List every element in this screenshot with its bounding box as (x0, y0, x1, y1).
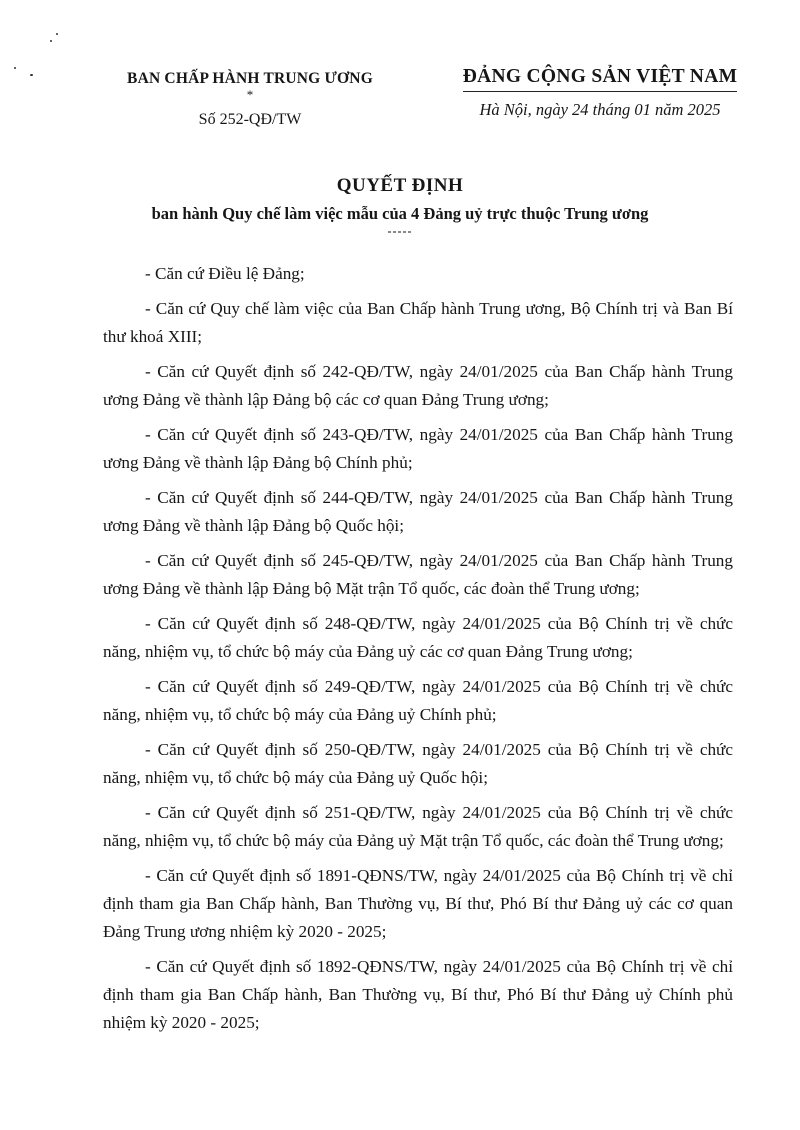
basis-paragraph: - Căn cứ Quyết định số 245-QĐ/TW, ngày 24/01/2025 của Ban Chấp hành Trung ương Đảng về thành lập Đảng bộ Mặt trận Tổ quốc, các đoàn thể Trung ương; (103, 551, 733, 598)
basis-paragraph: - Căn cứ Quyết định số 251-QĐ/TW, ngày 24/01/2025 của Bộ Chính trị về chức năng, nhiệm vụ, tổ chức bộ máy của Đảng uỷ Mặt trận Tổ quốc, các đoàn thể Trung ương; (103, 803, 733, 850)
party-name: ĐẢNG CỘNG SẢN VIỆT NAM (463, 66, 738, 92)
document-subtitle: ban hành Quy chế làm việc mẫu của 4 Đảng uỷ trực thuộc Trung ương (151, 204, 649, 223)
basis-paragraph: - Căn cứ Quyết định số 244-QĐ/TW, ngày 24/01/2025 của Ban Chấp hành Trung ương Đảng về thành lập Đảng bộ Quốc hội; (103, 488, 733, 535)
basis-paragraph: - Căn cứ Quyết định số 1891-QĐNS/TW, ngày 24/01/2025 của Bộ Chính trị về chỉ định tham gia Ban Chấp hành, Ban Thường vụ, Bí thư, Phó Bí thư Đảng uỷ các cơ quan Đảng Trung ương nhiệm kỳ 2020 - 2025; (103, 866, 733, 941)
document-number: Số 252-QĐ/TW (198, 111, 302, 128)
basis-paragraph: - Căn cứ Quyết định số 243-QĐ/TW, ngày 24/01/2025 của Ban Chấp hành Trung ương Đảng về thành lập Đảng bộ Chính phủ; (103, 425, 733, 472)
scan-speck (56, 33, 58, 35)
issuing-organization: BAN CHẤP HÀNH TRUNG ƯƠNG (127, 70, 373, 87)
place-and-date: Hà Nội, ngày 24 tháng 01 năm 2025 (479, 100, 721, 119)
basis-paragraph: - Căn cứ Quyết định số 250-QĐ/TW, ngày 24/01/2025 của Bộ Chính trị về chức năng, nhiệm vụ, tổ chức bộ máy của Đảng uỷ Quốc hội; (103, 740, 733, 787)
title-block (60, 175, 740, 236)
header-right (450, 66, 750, 120)
header-left (95, 70, 405, 129)
document-body (103, 260, 733, 1044)
scan-speck (30, 74, 33, 76)
document-title: QUYẾT ĐỊNH (336, 175, 464, 196)
basis-paragraph: - Căn cứ Điều lệ Đảng; (145, 264, 305, 283)
star-mark: * (246, 87, 254, 102)
scan-speck (14, 67, 16, 69)
scan-speck (50, 40, 52, 42)
basis-paragraph: - Căn cứ Quyết định số 1892-QĐNS/TW, ngày 24/01/2025 của Bộ Chính trị về chỉ định tham gia Ban Chấp hành, Ban Thường vụ, Bí thư, Phó Bí thư Đảng uỷ Chính phủ nhiệm kỳ 2020 - 2025; (103, 957, 733, 1032)
basis-paragraph: - Căn cứ Quy chế làm việc của Ban Chấp hành Trung ương, Bộ Chính trị và Ban Bí thư khoá XIII; (103, 299, 733, 346)
basis-paragraph: - Căn cứ Quyết định số 242-QĐ/TW, ngày 24/01/2025 của Ban Chấp hành Trung ương Đảng về thành lập Đảng bộ các cơ quan Đảng Trung ương; (103, 362, 733, 409)
basis-paragraph: - Căn cứ Quyết định số 249-QĐ/TW, ngày 24/01/2025 của Bộ Chính trị về chức năng, nhiệm vụ, tổ chức bộ máy của Đảng uỷ Chính phủ; (103, 677, 733, 724)
basis-paragraph: - Căn cứ Quyết định số 248-QĐ/TW, ngày 24/01/2025 của Bộ Chính trị về chức năng, nhiệm vụ, tổ chức bộ máy của Đảng uỷ các cơ quan Đảng Trung ương; (103, 614, 733, 661)
title-separator: ----- (387, 224, 413, 238)
